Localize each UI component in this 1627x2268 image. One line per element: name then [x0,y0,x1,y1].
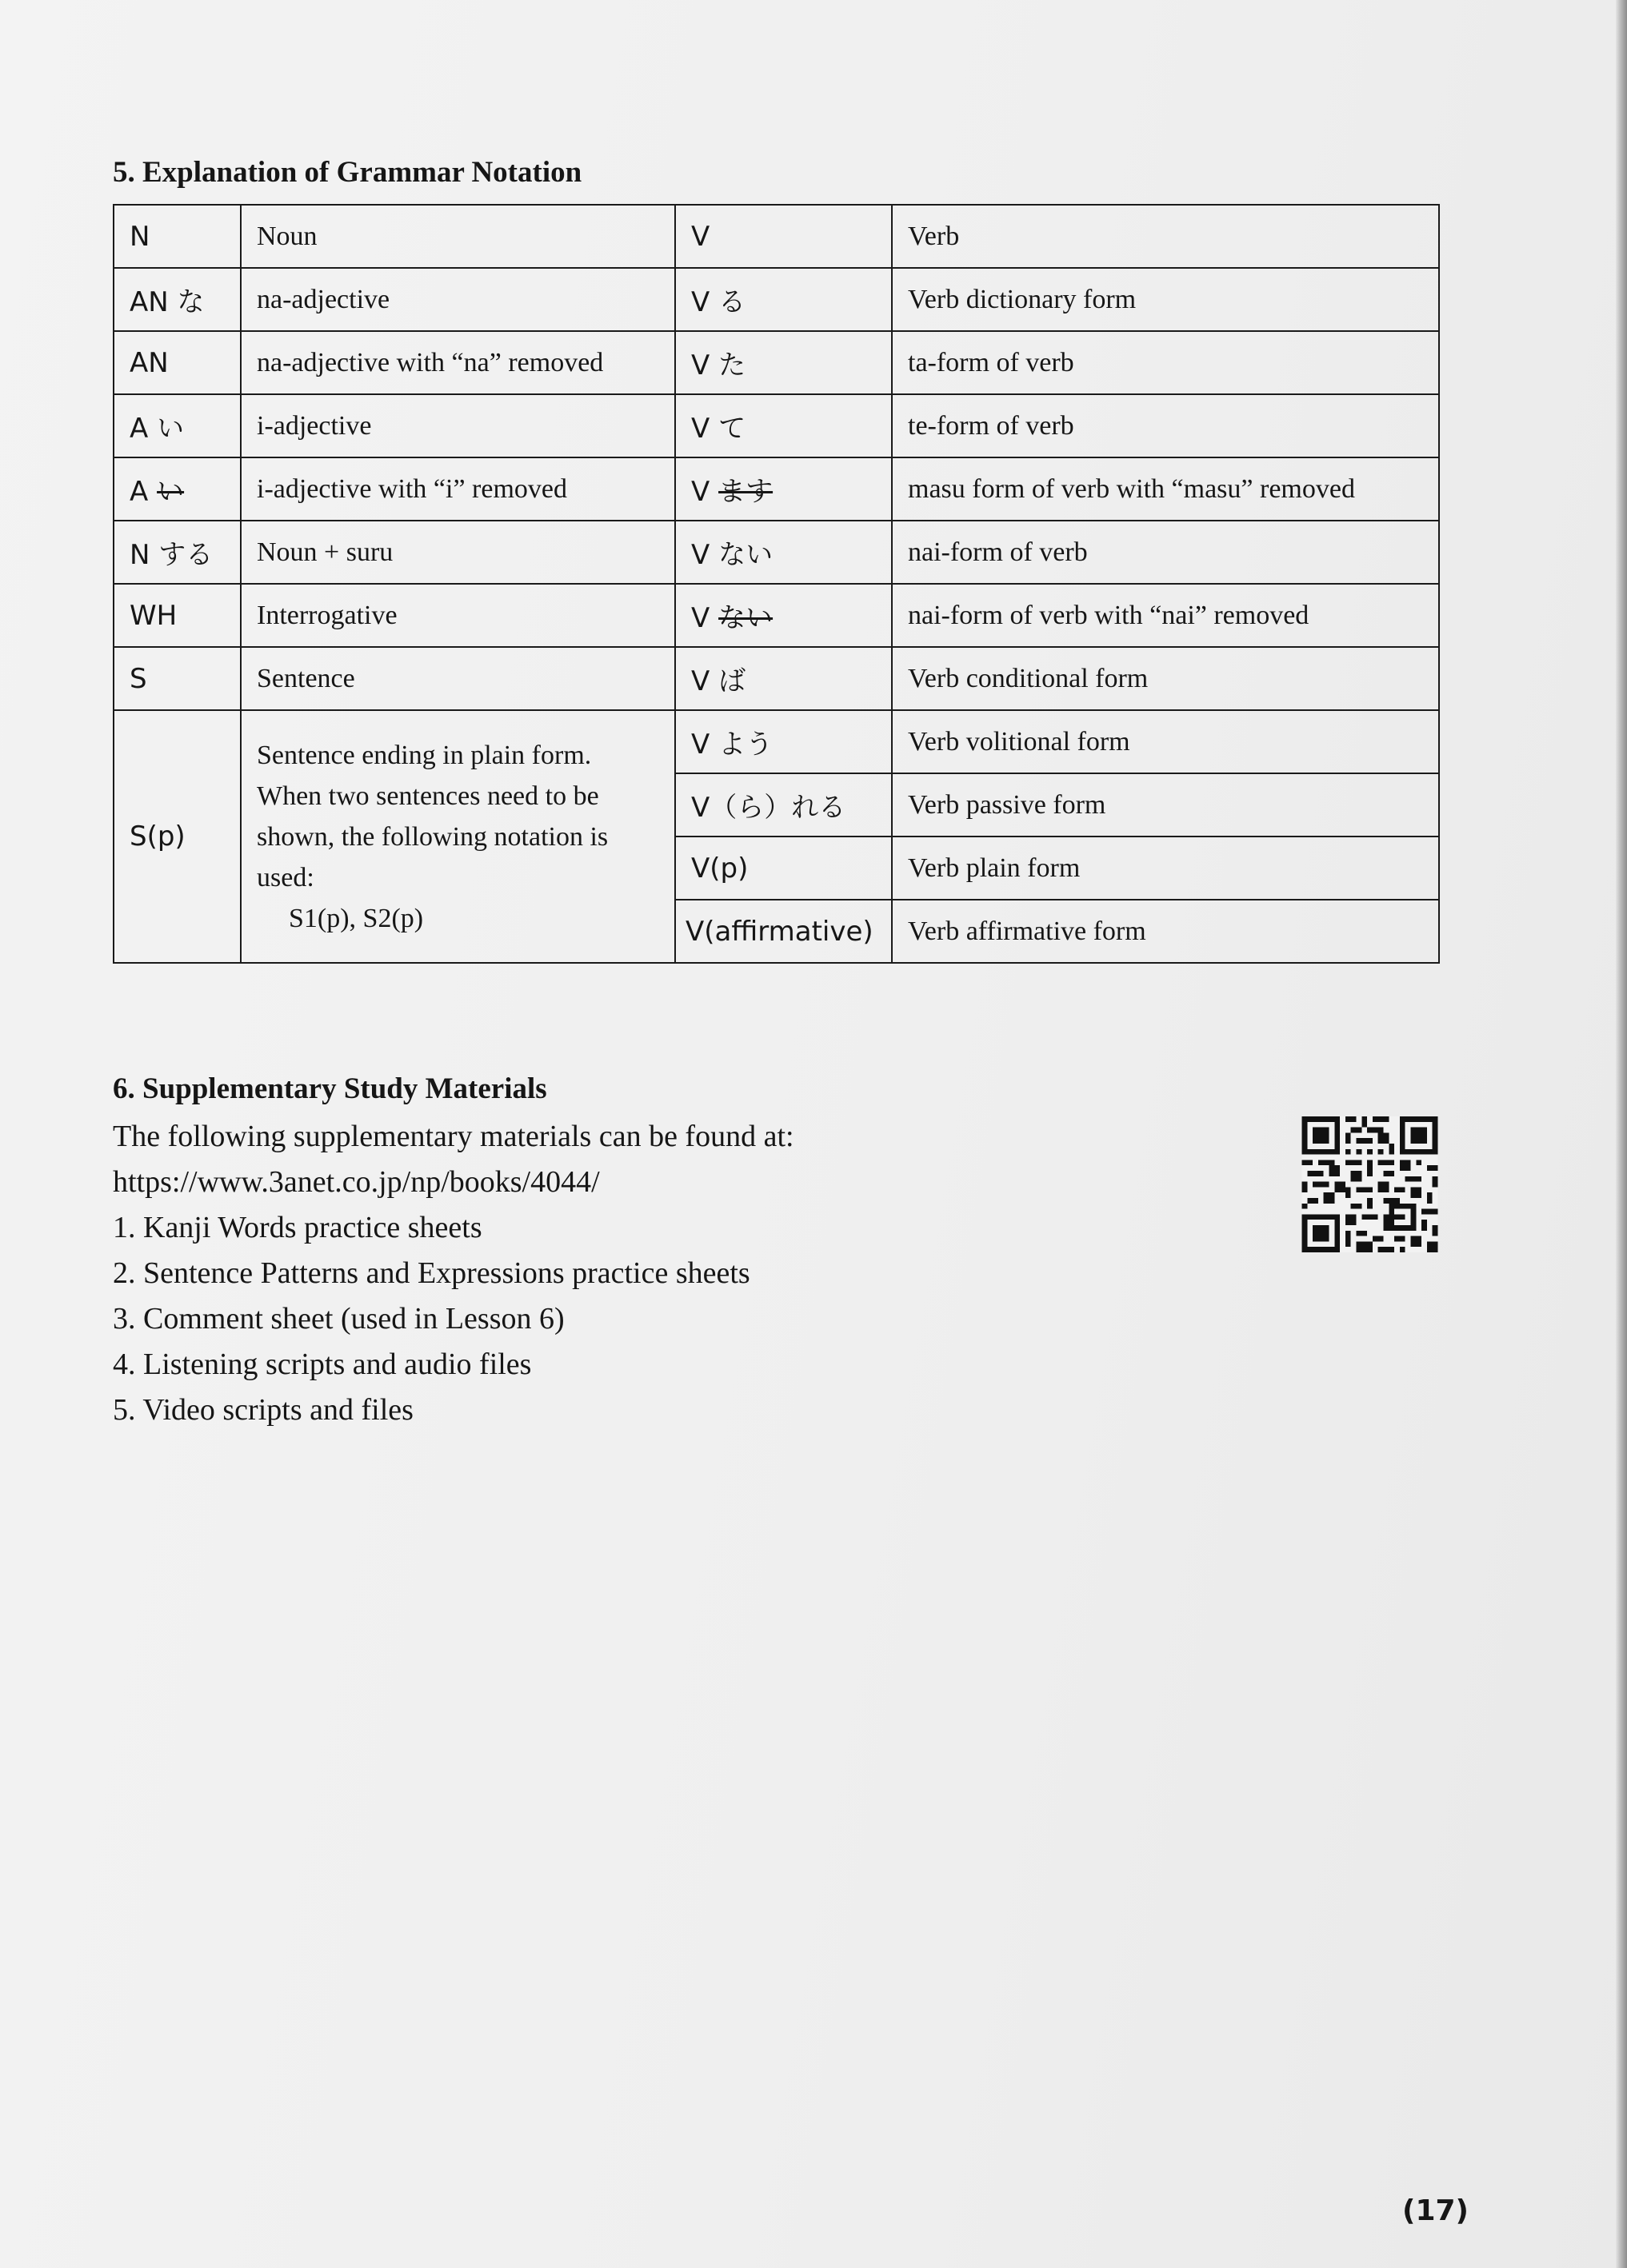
struck-suffix: ます [718,476,774,508]
materials-url[interactable]: https://www.3anet.co.jp/np/books/4044/ [113,1165,600,1199]
notation-symbol: V て [675,394,892,457]
table-row [114,584,1439,647]
notation-symbol: V（ら）れる [675,773,892,837]
table-row [114,521,1439,584]
page-edge-shadow [1616,0,1627,2268]
notation-description: na-adjective [241,268,675,331]
notation-description: na-adjective with “na” removed [241,331,675,394]
qr-code-icon[interactable] [1297,1116,1442,1252]
section-5-title: 5. Explanation of Grammar Notation [113,156,582,189]
list-item: 4. Listening scripts and audio files [113,1348,532,1381]
notation-symbol: V ない [675,521,892,584]
description-line: Sentence ending in plain form. [257,740,592,770]
notation-symbol: V た [675,331,892,394]
notation-description: Sentence [241,647,675,710]
notation-description: Verb conditional form [892,647,1439,710]
notation-symbol: V [675,205,892,268]
notation-symbol [675,457,892,521]
symbol-base: V [691,476,719,508]
section-6-title: 6. Supplementary Study Materials [113,1072,547,1105]
notation-description: Verb volitional form [892,710,1439,773]
struck-suffix: ない [718,602,774,634]
symbol-base: A [130,476,158,508]
struck-suffix: い [157,476,185,508]
notation-description: i-adjective with “i” removed [241,457,675,521]
notation-description: Interrogative [241,584,675,647]
notation-symbol: AN [114,331,241,394]
notation-symbol: S [114,647,241,710]
intro-text: The following supplementary materials can be found at: [113,1120,794,1153]
notation-symbol: WH [114,584,241,647]
notation-symbol: V(affirmative) [675,900,892,963]
list-item: 3. Comment sheet (used in Lesson 6) [113,1302,565,1336]
list-item: 5. Video scripts and files [113,1393,414,1427]
table-row [114,394,1439,457]
notation-symbol: S(p) [114,710,241,963]
notation-description: nai-form of verb with “nai” removed [892,584,1439,647]
notation-description: Verb [892,205,1439,268]
supplementary-materials [113,1114,1153,1433]
table-row [114,205,1439,268]
notation-description: nai-form of verb [892,521,1439,584]
table-row [114,710,1439,773]
notation-symbol: N する [114,521,241,584]
table-row [114,331,1439,394]
notation-symbol: V ば [675,647,892,710]
notation-symbol: V(p) [675,837,892,900]
notation-symbol [675,584,892,647]
notation-symbol: AN な [114,268,241,331]
description-line: When two sentences need to be [257,781,599,811]
description-line: S1(p), S2(p) [289,903,424,933]
symbol-base: V [691,602,719,634]
notation-description: Noun + suru [241,521,675,584]
notation-description: Verb passive form [892,773,1439,837]
notation-description [241,710,675,963]
notation-description: ta-form of verb [892,331,1439,394]
list-item: 1. Kanji Words practice sheets [113,1211,482,1244]
notation-description: Verb affirmative form [892,900,1439,963]
table-row [114,457,1439,521]
grammar-notation-table [113,204,1440,964]
notation-symbol [114,457,241,521]
notation-symbol: V よう [675,710,892,773]
notation-symbol: A い [114,394,241,457]
description-line: shown, the following notation is [257,821,609,852]
notation-description: te-form of verb [892,394,1439,457]
table-row [114,268,1439,331]
notation-symbol: V る [675,268,892,331]
page-number: (17) [1402,2194,1469,2227]
notation-description: Noun [241,205,675,268]
notation-description: Verb dictionary form [892,268,1439,331]
notation-description: Verb plain form [892,837,1439,900]
notation-symbol: N [114,205,241,268]
table-row [114,647,1439,710]
list-item: 2. Sentence Patterns and Expressions practice sheets [113,1256,750,1290]
notation-description: i-adjective [241,394,675,457]
description-line: used: [257,862,314,892]
notation-description: masu form of verb with “masu” removed [892,457,1439,521]
